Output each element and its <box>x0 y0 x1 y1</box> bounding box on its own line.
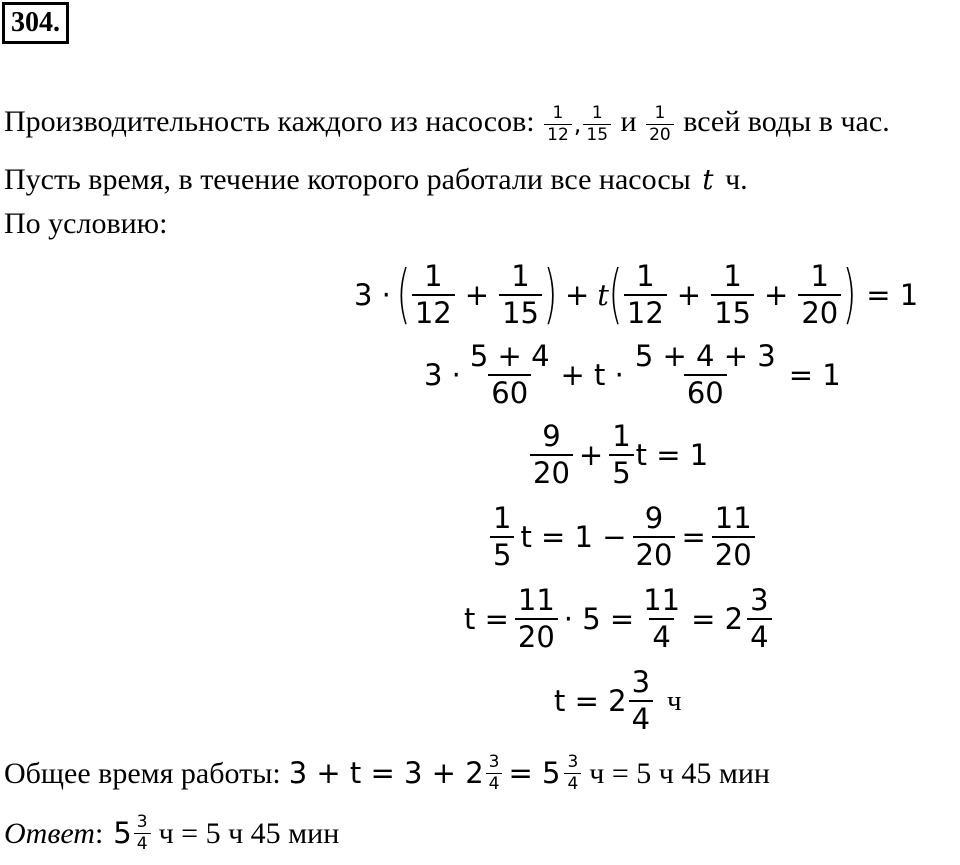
total-expression: 3 + t = 3 + 2 $\frac{3}{4}$ = 5 $\frac{3}{4}$ ч = 5 ч 45 мин <box>288 752 770 794</box>
equation-6: t = 2 $\frac{3}{4}$ ч <box>554 665 682 736</box>
line1-text-after: всей воды в час. <box>683 105 890 138</box>
line-time <box>4 162 748 198</box>
line-condition: По условию: <box>4 207 168 240</box>
line1-fractions: $\frac{1}{12}$ , $\frac{1}{15}$ <box>542 105 613 144</box>
equation-1: 3 · ( $\frac{1}{12}$ + $\frac{1}{15}$ ) + t ( $\frac{1}{12}$ + $\frac{1}{15}$ + $\frac{1}{20}$ ) = 1 <box>354 258 919 332</box>
equation-2: 3 · $\frac{5 + 4}{60}$ + t · $\frac{5 + 4 + 3}{60}$ = 1 <box>424 339 841 410</box>
line2-unit: ч. <box>725 163 748 196</box>
line1-text-before: Производительность каждого из насосов: <box>4 105 535 138</box>
fraction-1-12: $\frac{1}{12}$ <box>544 105 572 144</box>
problem-number: 304. <box>2 2 69 44</box>
line-productivity <box>4 104 890 144</box>
fraction-1-15: $\frac{1}{15}$ <box>583 105 611 144</box>
total-label: Общее время работы: <box>4 756 281 790</box>
line2-var-t: t <box>702 163 714 196</box>
line-answer: Ответ : 5 $\frac{3}{4}$ ч = 5 ч 45 мин <box>4 812 340 854</box>
answer-label: Ответ <box>4 816 95 850</box>
line2-text: Пусть время, в течение которого работали все насосы <box>4 163 691 196</box>
line-total-time <box>4 754 770 793</box>
equation-4: $\frac{1}{5}$ t = 1 − $\frac{9}{20}$ = $\frac{11}{20}$ <box>488 500 757 574</box>
equation-3: $\frac{9}{20}$ + $\frac{1}{5}$ t = 1 <box>528 418 708 492</box>
equation-5: t = $\frac{11}{20}$ · 5 = $\frac{11}{4}$ = 2 $\frac{3}{4}$ <box>464 582 774 656</box>
line1-and: и <box>620 105 637 138</box>
line1-fraction-3: $\frac{1}{20}$ <box>644 105 676 144</box>
answer-expression: 5 $\frac{3}{4}$ ч = 5 ч 45 мин <box>113 812 340 854</box>
